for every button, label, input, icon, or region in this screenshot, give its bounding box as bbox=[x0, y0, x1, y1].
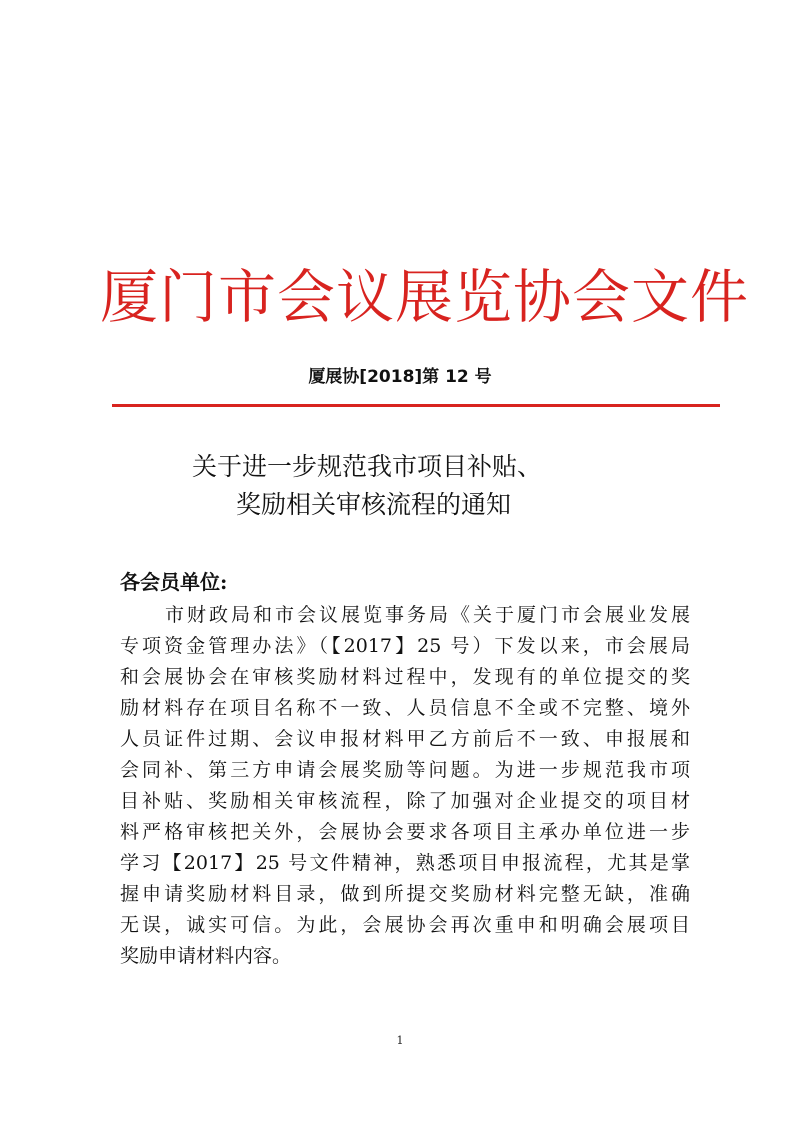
salutation: 各会员单位: bbox=[120, 570, 228, 594]
body-line: 料严格审核把关外，会展协会要求各项目主承办单位进一步 bbox=[120, 821, 690, 843]
body-line: 目补贴、奖励相关审核流程，除了加强对企业提交的项目材 bbox=[120, 790, 690, 812]
body-line: 奖励申请材料内容。 bbox=[120, 945, 292, 967]
body-line: 学习【2017】25 号文件精神，熟悉项目申报流程，尤其是掌 bbox=[120, 852, 690, 874]
red-divider bbox=[112, 404, 720, 407]
organization-title: 厦门市会议展览协会文件 bbox=[100, 263, 750, 331]
body-line: 会同补、第三方申请会展奖励等问题。为进一步规范我市项 bbox=[120, 759, 690, 781]
body-line: 人员证件过期、会议申报材料甲乙方前后不一致、申报展和 bbox=[120, 728, 690, 750]
body-line: 无误，诚实可信。为此，会展协会再次重申和明确会展项目 bbox=[120, 914, 690, 936]
body-line: 专项资金管理办法》（【2017】25 号）下发以来，市会展局 bbox=[120, 635, 690, 657]
body-line: 握申请奖励材料目录，做到所提交奖励材料完整无缺，准确 bbox=[120, 883, 690, 905]
body-line: 励材料存在项目名称不一致、人员信息不全或不完整、境外 bbox=[120, 697, 690, 719]
body-line: 和会展协会在审核奖励材料过程中，发现有的单位提交的奖 bbox=[120, 666, 690, 688]
notice-title-line-1: 关于进一步规范我市项目补贴、 bbox=[192, 452, 543, 481]
notice-title-line-2: 奖励相关审核流程的通知 bbox=[236, 490, 512, 519]
document-number: 厦展协[2018]第 12 号 bbox=[308, 367, 492, 387]
body-paragraph bbox=[120, 600, 690, 972]
body-line: 市财政局和市会议展览事务局《关于厦门市会展业发展 bbox=[165, 604, 690, 626]
page-number: 1 bbox=[396, 1034, 404, 1047]
notice-title bbox=[0, 448, 800, 524]
